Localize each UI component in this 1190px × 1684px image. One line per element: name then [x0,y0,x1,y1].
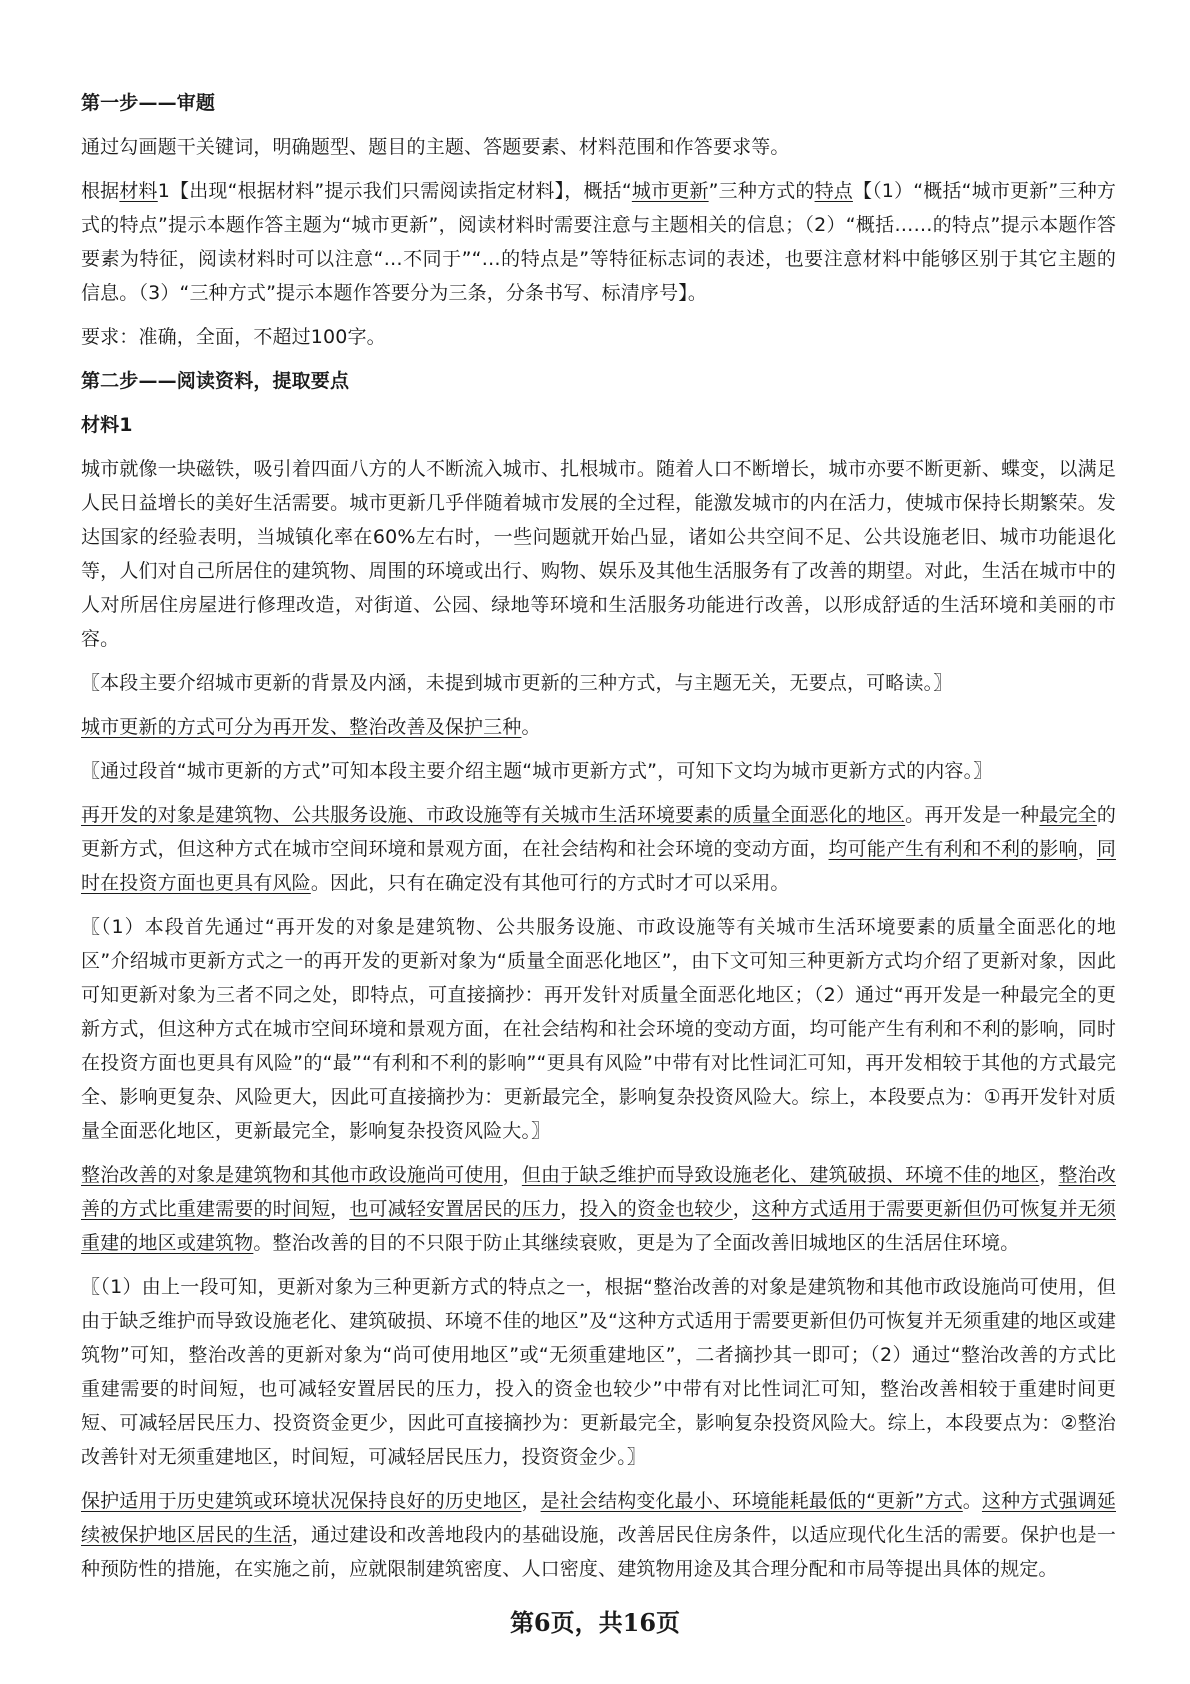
text-span: 〖（1）本段首先通过“再开发的对象是建筑物、公共服务设施、市政设施等有关城市生活环境要素的质量全面恶化的地区”介绍城市更新方式之一的再开发的更新对象为“质量全面恶化地区”，由下文可知三种更新方式均介绍了更新对象，因此可知更新对象为三者不同之处，即特点，可直接摘抄：再开发针对质量全面恶化地区；（2）通过“再开发是一种最完全的更新方式，但这种方式在城市空间环境和景观方面，在社会结构和社会环境的变动方面，均可能产生有利和不利的影响，同时在投资方面也更具有风险”的“最”“有利和不利的影响”“更具有风险”中带有对比性词汇可知，再开发相较于其他的方式最完全、影响更复杂、风险更大，因此可直接摘抄为：更新最完全，影响复杂投资风险大。综上，本段要点为：①再开发针对质量全面恶化地区，更新最完全，影响复杂投资风险大。〗 [81,916,1116,1142]
underlined-text: 是社会结构变化最小、环境能耗最低的“更新”方式 [540,1490,963,1512]
paragraph [81,174,1116,310]
text-span: ， [732,1198,752,1220]
underlined-text: 但由于缺乏维护而导致设施老化、建筑破损、环境不佳的地区 [521,1164,1040,1186]
paragraph [81,710,1116,744]
underlined-text: 投入的资金也较少 [579,1198,733,1220]
paragraph [81,666,1116,700]
text-span: 根据 [81,180,120,202]
text-span: 〖（1）由上一段可知，更新对象为三种更新方式的特点之一，根据“整治改善的对象是建筑物和其他市政设施尚可使用，但由于缺乏维护而导致设施老化、建筑破损、环境不佳的地区”及“这种方式适用于需要更新但仍可恢复并无须重建的地区或建筑物”可知，整治改善的更新对象为“尚可使用地区”或“无须重建地区”，二者摘抄其一即可；（2）通过“整治改善的方式比重建需要的时间短，也可减轻安置居民的压力，投入的资金也较少”中带有对比性词汇可知，整治改善相较于重建时间更短、可减轻居民压力、投资资金更少，因此可直接摘抄为：更新最完全，影响复杂投资风险大。综上，本段要点为：②整治改善针对无须重建地区，时间短，可减轻居民压力，投资资金少。〗 [81,1276,1116,1468]
underlined-text: 特点 [814,180,853,202]
text-span: 〖通过段首“城市更新的方式”可知本段主要介绍主题“城市更新方式”，可知下文均为城市更新方式的内容。〗 [81,760,993,782]
text-span: ， [521,1490,541,1512]
underlined-text: 同时在投资方面也更具有风险 [81,838,1116,894]
text-span: 。 [521,716,541,738]
page-footer: 第6页，共16页 [509,1608,681,1637]
text-span: ”三种方式的 [708,180,815,202]
section-heading [81,86,1116,120]
text-span: 。再开发是一种 [905,804,1040,826]
text-span: 【（1）“概括“城市更新”三种方式的特点”提示本题作答主题为“城市更新”，阅读材料时需要注意与主题相关的信息；（2）“概括……的特点”提示本题作答要素为特征，阅读材料时可以注意“…不同于”“…的特点是”等特征标志词的表述，也要注意材料中能够区别于其它主题的信息。（3）“三种方式”提示本题作答要分为三条，分条书写、标清序号】。 [81,180,1116,304]
underlined-text: 最完全 [1039,804,1097,826]
paragraph [81,798,1116,900]
underlined-text: 整治改善的对象是建筑物和其他市政设施尚可使用 [81,1164,503,1186]
text-span: 材料1 [81,414,133,436]
paragraph [81,320,1116,354]
text-span: 的更新方式，但这种方式在城市空间环境和景观方面，在社会结构和社会环境的变动方面， [81,804,1117,860]
text-span: 第一步——审题 [81,92,216,114]
text-span: ， [330,1198,350,1220]
paragraph [81,130,1116,164]
text-span: ， [1077,838,1097,860]
text-span: 第二步——阅读资料，提取要点 [81,370,350,392]
underlined-text: 均可能产生有利和不利的影响 [828,838,1078,860]
paragraph [81,1484,1116,1586]
paragraph [81,1270,1116,1474]
text-span: ， [502,1164,522,1186]
document-body [81,86,1116,1596]
paragraph [81,754,1116,788]
underlined-text: 城市更新的方式可分为再开发、整治改善及保护三种 [81,716,522,738]
underlined-text: 城市更新 [631,180,709,202]
underlined-text: 整治改善的方式比重建需要的时间短 [81,1164,1116,1220]
text-span: 1【出现“根据材料”提示我们只需阅读指定材料】，概括“ [157,180,632,202]
text-span: ， [560,1198,580,1220]
text-span: 城市就像一块磁铁，吸引着四面八方的人不断流入城市、扎根城市。随着人口不断增长，城市亦要不断更新、蝶变，以满足人民日益增长的美好生活需要。城市更新几乎伴随着城市发展的全过程，能激发城市的内在活力，使城市保持长期繁荣。发达国家的经验表明，当城镇化率在60%左右时，一些问题就开始凸显，诸如公共空间不足、公共设施老旧、城市功能退化等，人们对自己所居住的建筑物、周围的环境或出行、购物、娱乐及其他生活服务有了改善的期望。对此，生活在城市中的人对所居住房屋进行修理改造，对街道、公园、绿地等环境和生活服务功能进行改善，以形成舒适的生活环境和美丽的市容。 [81,458,1116,650]
text-span: ，通过建设和改善地段内的基础设施，改善居民住房条件，以适应现代化生活的需要。保护也是一种预防性的措施，在实施之前，应就限制建筑密度、人口密度、建筑物用途及其合理分配和市局等提出具体的规定。 [81,1524,1117,1580]
text-span: 。因此，只有在确定没有其他可行的方式时才可以采用。 [310,872,790,894]
text-span: 通过勾画题干关键词，明确题型、题目的主题、答题要素、材料范围和作答要求等。 [81,136,790,158]
text-span: ， [1039,1164,1059,1186]
underlined-text: 这种方式强调延续被保护地区居民的生活 [81,1490,1116,1546]
paragraph [81,452,1116,656]
underlined-text: 这种方式适用于需要更新但仍可恢复并无须重建的地区或建筑物 [81,1198,1117,1254]
underlined-text: 材料 [119,180,158,202]
paragraph [81,910,1116,1148]
section-heading [81,408,1116,442]
text-span: 。整治改善的目的不只限于防止其继续衰败，更是为了全面改善旧城地区的生活居住环境。 [253,1232,1020,1254]
text-span: 要求：准确，全面，不超过100字。 [81,326,386,348]
paragraph [81,1158,1116,1260]
underlined-text: 保护适用于历史建筑或环境状况保持良好的历史地区 [81,1490,522,1512]
underlined-text: 也可减轻安置居民的压力 [349,1198,561,1220]
text-span: 〖本段主要介绍城市更新的背景及内涵，未提到城市更新的三种方式，与主题无关，无要点，可略读。〗 [81,672,953,694]
underlined-text: 再开发的对象是建筑物、公共服务设施、市政设施等有关城市生活环境要素的质量全面恶化的地区 [81,804,906,826]
section-heading [81,364,1116,398]
text-span: 。 [962,1490,982,1512]
